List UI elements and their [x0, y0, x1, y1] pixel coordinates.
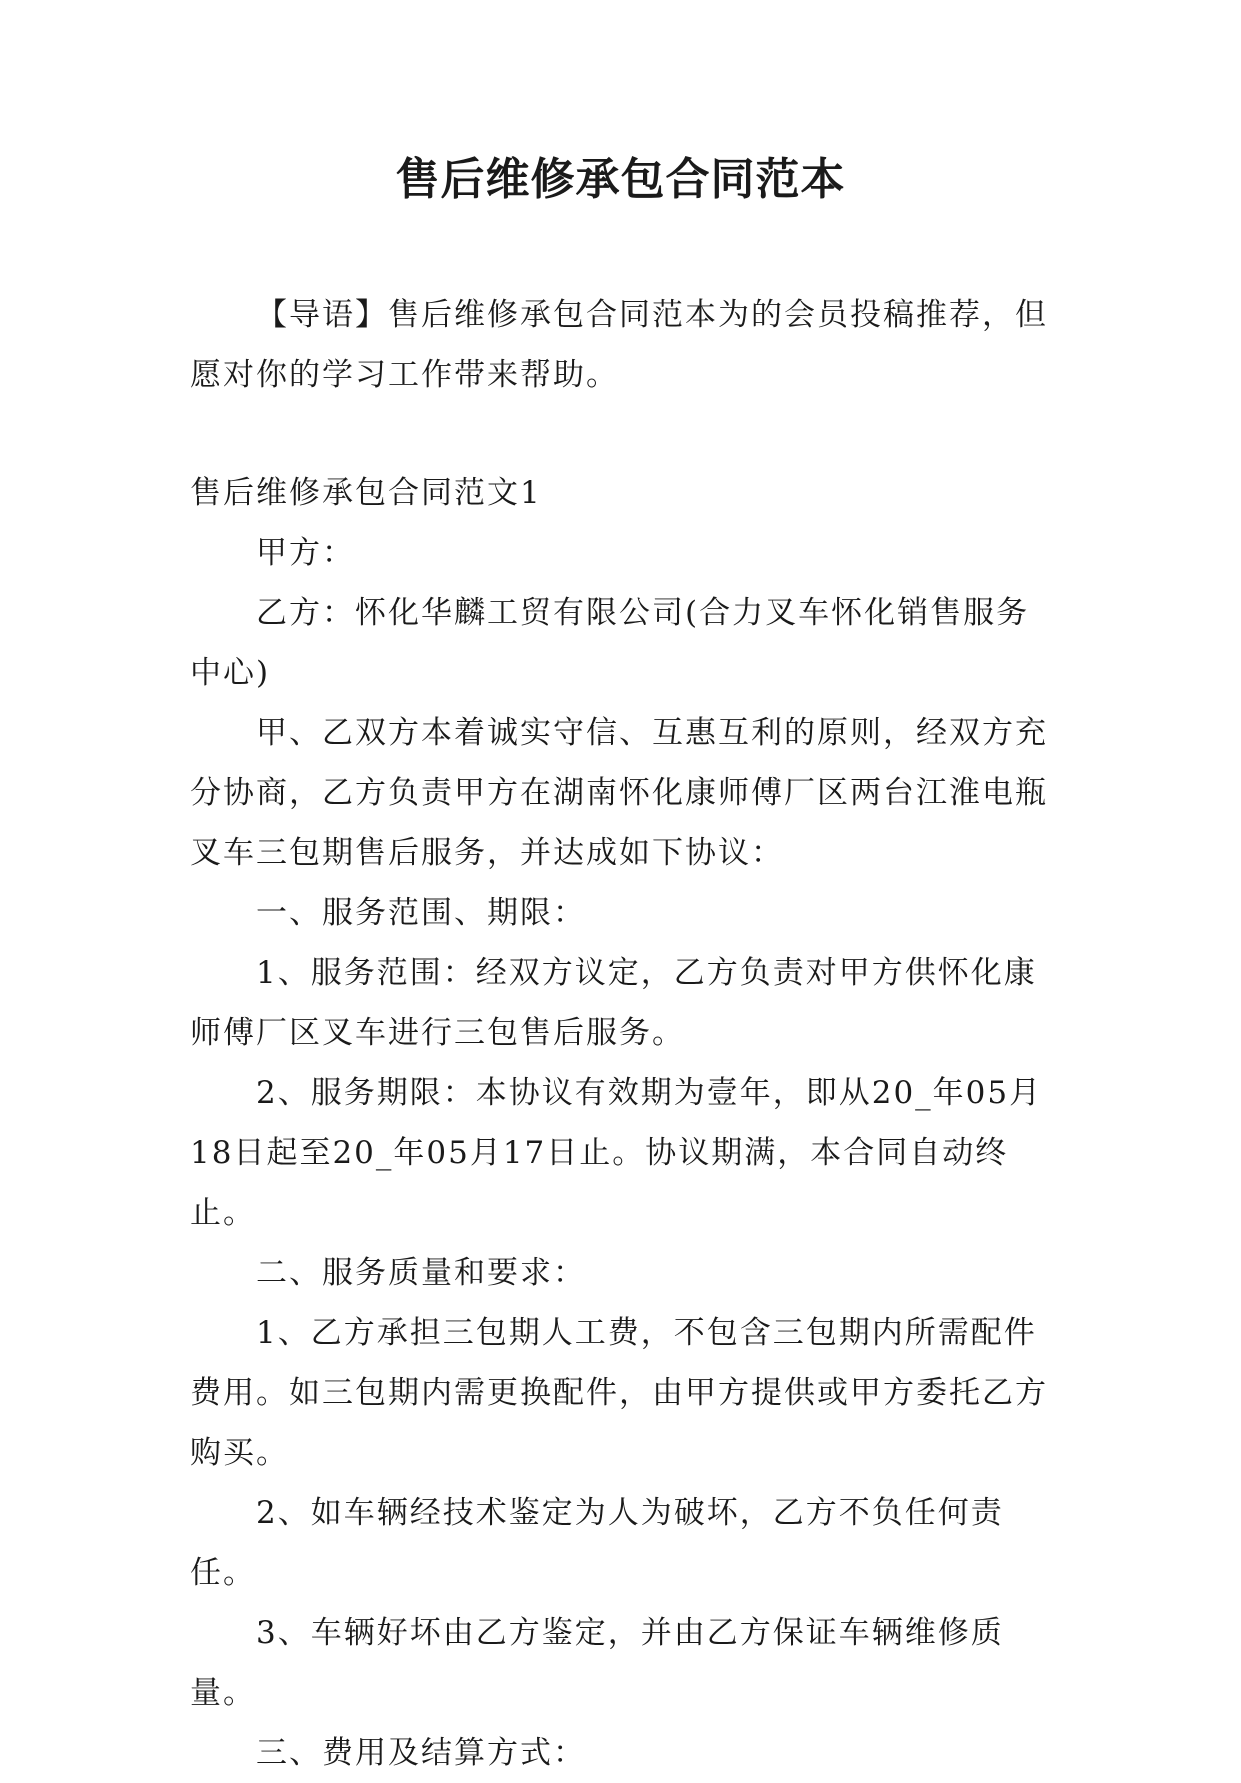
agreement-preamble: 甲、乙双方本着诚实守信、互惠互利的原则，经双方充分协商，乙方负责甲方在湖南怀化康师傅厂区两台江淮电瓶叉车三包期售后服务，并达成如下协议：: [190, 715, 1048, 871]
clause-heading-fees: 三、费用及结算方式：: [256, 1735, 586, 1771]
clause-quality-2: 2、如车辆经技术鉴定为人为破坏，乙方不负任何责任。: [190, 1495, 1004, 1591]
contract-body: [190, 463, 1052, 1783]
intro-paragraph: 【导语】售后维修承包合同范本为的会员投稿推荐，但愿对你的学习工作带来帮助。: [190, 297, 1048, 393]
party-a-line: 甲方：: [256, 535, 355, 571]
intro-block: [190, 285, 1052, 405]
clause-heading-scope: 一、服务范围、期限：: [256, 895, 586, 931]
clause-heading-quality: 二、服务质量和要求：: [256, 1255, 586, 1291]
clause-quality-3: 3、车辆好坏由乙方鉴定，并由乙方保证车辆维修质量。: [190, 1615, 1004, 1711]
section-heading: 售后维修承包合同范文1: [190, 475, 542, 511]
clause-quality-1: 1、乙方承担三包期人工费，不包含三包期内所需配件费用。如三包期内需更换配件，由甲方提供或甲方委托乙方购买。: [190, 1315, 1048, 1471]
party-b-line: 乙方：怀化华麟工贸有限公司(合力叉车怀化销售服务中心): [190, 595, 1030, 691]
clause-scope-2: 2、服务期限：本协议有效期为壹年，即从20_年05月18日起至20_年05月17日止。协议期满，本合同自动终止。: [190, 1075, 1043, 1231]
clause-scope-1: 1、服务范围：经双方议定，乙方负责对甲方供怀化康师傅厂区叉车进行三包售后服务。: [190, 955, 1037, 1051]
document-title: 售后维修承包合同范本: [395, 154, 846, 205]
